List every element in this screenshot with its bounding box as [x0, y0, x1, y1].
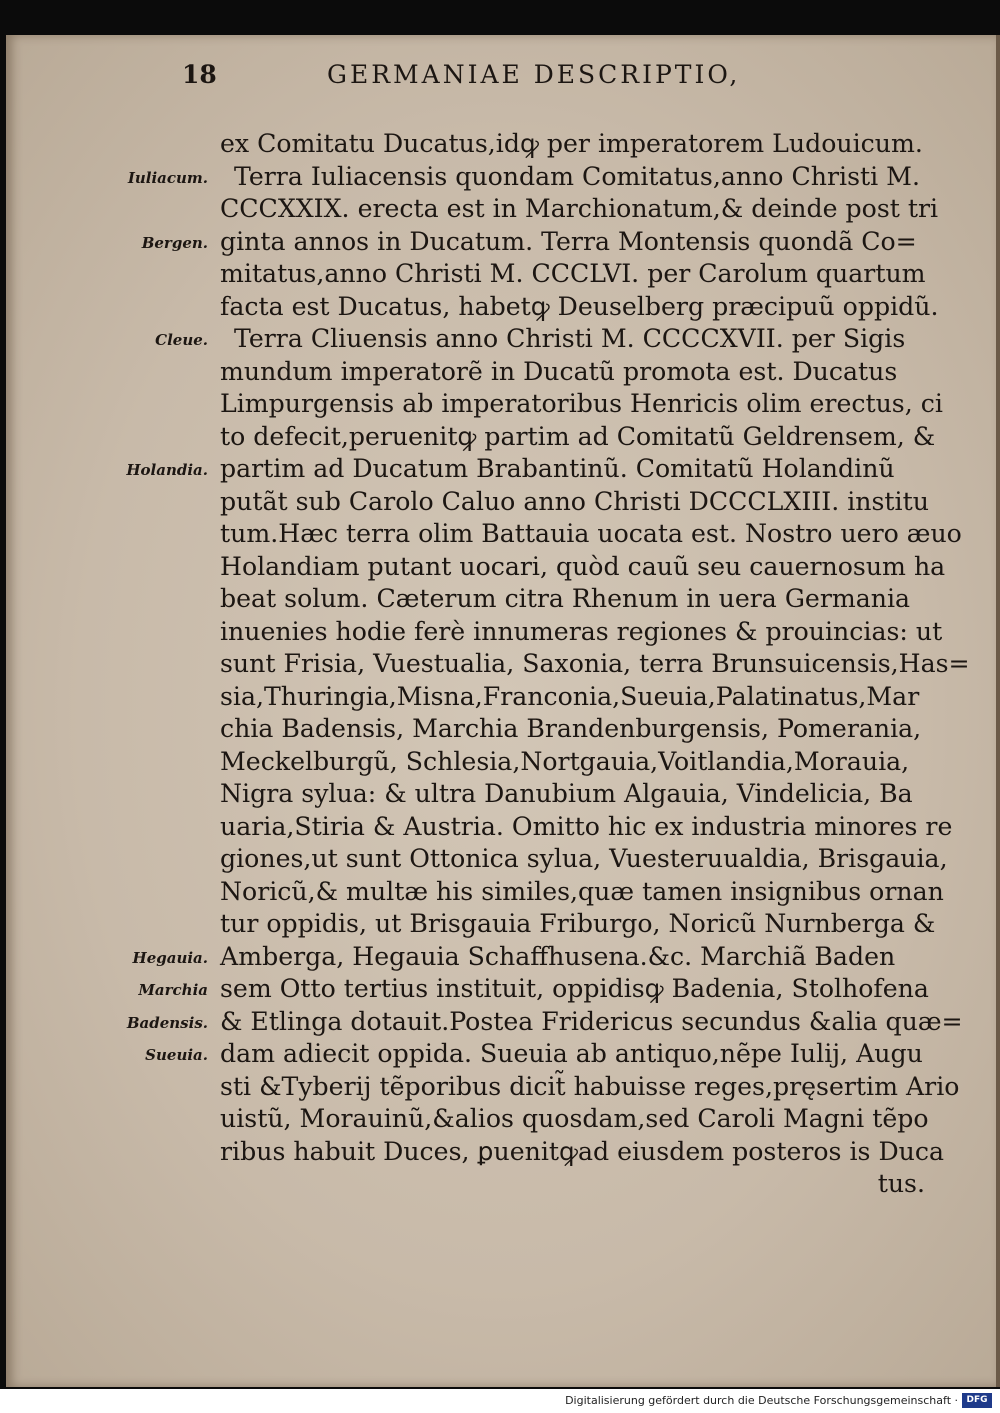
marginal-note: Marchia — [138, 981, 208, 999]
marginal-note: Iuliacum. — [127, 168, 208, 187]
marginal-note: Bergen. — [141, 233, 208, 252]
text-line: ribus habuit Duces, ꝑuenitꝙad eiusdem posteros is Duca — [220, 1136, 945, 1166]
text-line: partim ad Ducatum Brabantinũ. Comitatũ Holandinũ — [220, 454, 895, 483]
text-line: & Etlinga dotauit.Postea Fridericus secundus &alia quæ= — [220, 1006, 963, 1036]
text-line: giones,ut sunt Ottonica sylua, Vuesteruualdia, Brisgauia, — [220, 844, 948, 873]
marginal-note: Badensis. — [126, 1013, 208, 1032]
marginal-note: Sueuia. — [145, 1046, 208, 1064]
marginal-note: Cleue. — [155, 331, 208, 349]
text-line: Terra Cliuensis anno Christi M. CCCCXVII. per Sigis — [234, 324, 906, 353]
page-number: 18 — [182, 60, 217, 89]
text-line: CCCXXIX. erecta est in Marchionatum,& deinde post tri — [220, 194, 939, 223]
text-line: uaria,Stiria & Austria. Omitto hic ex industria minores re — [220, 811, 953, 841]
text-line: tur oppidis, ut Brisgauia Friburgo, Noricũ Nurnberga & — [220, 909, 936, 938]
dfg-logo: DFG — [962, 1393, 992, 1408]
text-line: mitatus,anno Christi M. CCCLVI. per Carolum quartum — [220, 259, 926, 288]
text-line: Holandiam putant uocari, quòd cauũ seu cauernosum ha — [220, 551, 946, 581]
text-line: beat solum. Cæterum citra Rhenum in uera Germania — [220, 584, 911, 613]
text-line: putãt sub Carolo Caluo anno Christi DCCCLXIII. institu — [220, 486, 929, 516]
text-line: inuenies hodie ferè innumeras regiones & prouincias: ut — [220, 616, 943, 646]
text-line: Terra Iuliacensis quondam Comitatus,anno Christi M. — [234, 161, 920, 191]
page-header — [182, 60, 940, 100]
marginal-note: Hegauia. — [132, 948, 208, 967]
text-line: tus. — [877, 1169, 925, 1198]
text-line: Meckelburgũ, Schlesia,Nortgauia,Voitlandia,Morauia, — [220, 746, 910, 776]
text-line: ginta annos in Ducatum. Terra Montensis quondã Co= — [220, 226, 917, 256]
text-line: chia Badensis, Marchia Brandenburgensis, Pomerania, — [220, 714, 922, 743]
text-line: Noricũ,& multæ his similes,quæ tamen insignibus ornan — [220, 876, 944, 906]
text-line: ex Comitatu Ducatus,idꝙ per imperatorem Ludouicum. — [220, 129, 923, 158]
text-line: Nigra sylua: & ultra Danubium Algauia, Vindelicia, Ba — [220, 779, 913, 808]
footer-credit: Digitalisierung gefördert durch die Deutsche Forschungsgemeinschaft · — [565, 1394, 958, 1407]
text-line: facta est Ducatus, habetꝙ Deuselberg præcipuũ oppidũ. — [220, 291, 939, 321]
text-line: sti &Tyberij tẽporibus dicit̃ habuisse reges,pręsertim Ario — [220, 1071, 960, 1101]
text-line: Limpurgensis ab imperatoribus Henricis olim erectus, ci — [220, 389, 943, 418]
marginal-note: Holandia. — [126, 461, 208, 479]
text-line: sunt Frisia, Vuestualia, Saxonia, terra Brunsuicensis,Has= — [220, 649, 970, 678]
text-line: tum.Hæc terra olim Battauia uocata est. Nostro uero æuo — [220, 519, 962, 548]
text-line: to defecit,peruenitꝙ partim ad Comitatũ Geldrensem, & — [220, 421, 936, 451]
running-title: GERMANIAE DESCRIPTIO, — [327, 60, 741, 89]
digitization-footer — [0, 1389, 1000, 1413]
text-line: sia,Thuringia,Misna,Franconia,Sueuia,Palatinatus,Mar — [220, 681, 920, 711]
text-line: dam adiecit oppida. Sueuia ab antiquo,nẽpe Iulij, Augu — [220, 1039, 923, 1068]
text-line: mundum imperatorẽ in Ducatũ promota est. Ducatus — [220, 356, 898, 386]
text-line: Amberga, Hegauia Schaffhusena.&c. Marchiã Baden — [220, 941, 896, 971]
text-line: uistũ, Morauinũ,&alios quosdam,sed Caroli Magni tẽpo — [220, 1104, 929, 1133]
text-line: sem Otto tertius instituit, oppidisꝙ Badenia, Stolhofena — [220, 974, 929, 1003]
main-text-block — [220, 128, 970, 1201]
